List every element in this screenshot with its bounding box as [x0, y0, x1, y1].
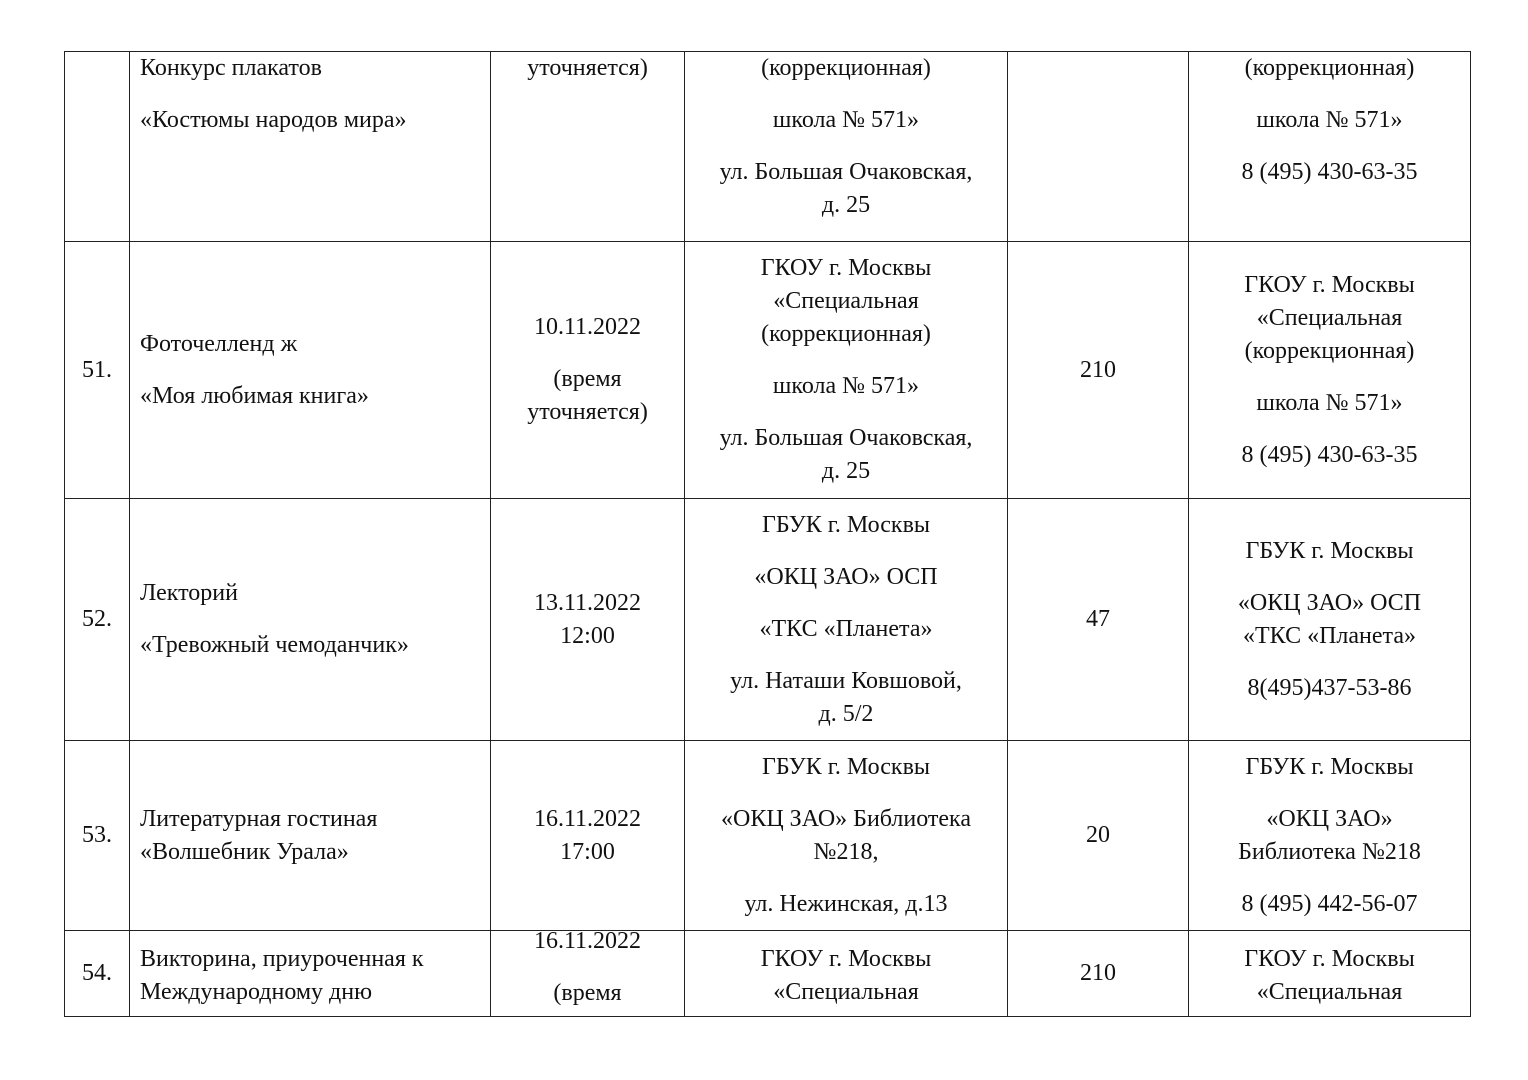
- event-date-cell: [491, 52, 685, 242]
- event-place-line: ул. Большая Очаковская,: [719, 159, 973, 185]
- event-place-line: «Специальная: [773, 979, 919, 1005]
- event-name-line: Международному дню: [140, 979, 373, 1005]
- event-date-cell: [491, 741, 685, 931]
- event-place-line: ГБУК г. Москвы: [761, 511, 931, 538]
- table-row: [65, 52, 1471, 242]
- event-name-line: «Костюмы народов мира»: [140, 107, 407, 133]
- event-date-line: 17:00: [560, 838, 615, 865]
- contact-line: ГКОУ г. Москвы: [1244, 271, 1415, 298]
- contact-line: ГБУК г. Москвы: [1245, 753, 1414, 780]
- event-place-line: «ОКЦ ЗАО» Библиотека: [721, 805, 971, 832]
- event-place-line: «Специальная: [773, 288, 919, 314]
- event-place-line: №218,: [813, 838, 879, 865]
- contact-cell: [1189, 499, 1471, 741]
- participants-count: 210: [1008, 242, 1189, 499]
- event-place-line: ул. Большая Очаковская,: [719, 425, 973, 451]
- event-place-line: школа № 571»: [772, 373, 920, 399]
- event-date-line: 10.11.2022: [533, 314, 642, 340]
- row-number: 53.: [65, 741, 130, 931]
- contact-cell: [1189, 52, 1471, 242]
- contact-line: Библиотека №218: [1238, 838, 1421, 865]
- event-place-line: ГБУК г. Москвы: [761, 753, 931, 780]
- event-date-cell: [491, 499, 685, 741]
- event-place-cell: [685, 931, 1008, 1017]
- event-place-line: ул. Наташи Ковшовой,: [730, 667, 962, 694]
- contact-cell: [1189, 242, 1471, 499]
- event-place-line: «ТКС «Планета»: [759, 615, 933, 642]
- contact-line: ГБУК г. Москвы: [1245, 537, 1414, 564]
- row-number: 51.: [65, 242, 130, 499]
- event-date-line: (время: [553, 980, 622, 1006]
- event-name-cell: [130, 931, 491, 1017]
- event-place-cell: [685, 52, 1008, 242]
- row-number: [65, 52, 130, 242]
- table-row: [65, 741, 1471, 931]
- event-name-cell: [130, 52, 491, 242]
- event-name-line: Фоточелленд ж: [140, 330, 298, 357]
- row-number: 54.: [65, 931, 130, 1017]
- event-name-line: Викторина, приуроченная к: [140, 946, 424, 972]
- table-row: [65, 242, 1471, 499]
- participants-count: 47: [1008, 499, 1189, 741]
- event-date-line: 16.11.2022: [533, 928, 642, 954]
- event-date-cell: [491, 242, 685, 499]
- event-place-cell: [685, 741, 1008, 931]
- event-date-line: уточняется): [527, 55, 648, 81]
- contact-line: «Специальная: [1256, 979, 1403, 1005]
- table-row: [65, 499, 1471, 741]
- participants-count: [1008, 52, 1189, 242]
- contact-line: 8 (495) 442-56-07: [1241, 890, 1418, 917]
- event-date-line: 16.11.2022: [533, 805, 642, 832]
- event-place-line: ГКОУ г. Москвы: [760, 255, 932, 281]
- event-name-line: Конкурс плакатов: [140, 55, 322, 81]
- contact-line: (коррекционная): [1244, 55, 1415, 81]
- event-name-line: «Волшебник Урала»: [140, 838, 349, 865]
- event-date-line: уточняется): [527, 399, 648, 425]
- contact-line: 8(495)437-53-86: [1247, 674, 1412, 701]
- event-place-line: д. 25: [821, 192, 871, 218]
- participants-count: 20: [1008, 741, 1189, 931]
- contact-line: школа № 571»: [1256, 107, 1403, 133]
- event-date-cell: [491, 928, 685, 1017]
- event-place-line: «ОКЦ ЗАО» ОСП: [754, 563, 938, 590]
- event-name-cell: [130, 741, 491, 931]
- event-name-line: Литературная гостиная: [140, 805, 378, 832]
- contact-line: «Специальная: [1256, 304, 1403, 331]
- events-table: [64, 51, 1471, 1017]
- contact-line: 8 (495) 430-63-35: [1241, 441, 1418, 468]
- contact-cell: [1189, 931, 1471, 1017]
- event-date-line: (время: [553, 366, 622, 392]
- event-name-line: Лекторий: [140, 580, 238, 606]
- event-place-line: (коррекционная): [761, 55, 931, 81]
- contact-line: (коррекционная): [1244, 337, 1415, 364]
- event-place-line: д. 25: [821, 458, 871, 484]
- event-date-line: 13.11.2022: [533, 589, 642, 616]
- row-number: 52.: [65, 499, 130, 741]
- event-name-line: «Тревожный чемоданчик»: [140, 632, 409, 658]
- contact-line: 8 (495) 430-63-35: [1241, 159, 1418, 185]
- event-place-line: школа № 571»: [772, 107, 920, 133]
- event-place-line: (коррекционная): [761, 321, 931, 347]
- table-row: [65, 931, 1471, 1017]
- contact-line: «ОКЦ ЗАО»: [1266, 805, 1393, 832]
- event-date-line: 12:00: [560, 622, 615, 649]
- event-place-line: ул. Нежинская, д.13: [744, 890, 948, 917]
- event-place-cell: [685, 499, 1008, 741]
- contact-line: «ОКЦ ЗАО» ОСП: [1237, 589, 1422, 616]
- event-place-cell: [685, 242, 1008, 499]
- event-name-cell: [130, 499, 491, 741]
- event-name-line: «Моя любимая книга»: [140, 382, 369, 409]
- contact-cell: [1189, 741, 1471, 931]
- contact-line: «ТКС «Планета»: [1243, 622, 1416, 649]
- event-place-line: д. 5/2: [818, 700, 874, 727]
- event-place-line: ГКОУ г. Москвы: [760, 946, 932, 972]
- contact-line: школа № 571»: [1256, 389, 1403, 416]
- participants-count: 210: [1008, 931, 1189, 1017]
- contact-line: ГКОУ г. Москвы: [1244, 946, 1415, 972]
- event-name-cell: [130, 242, 491, 499]
